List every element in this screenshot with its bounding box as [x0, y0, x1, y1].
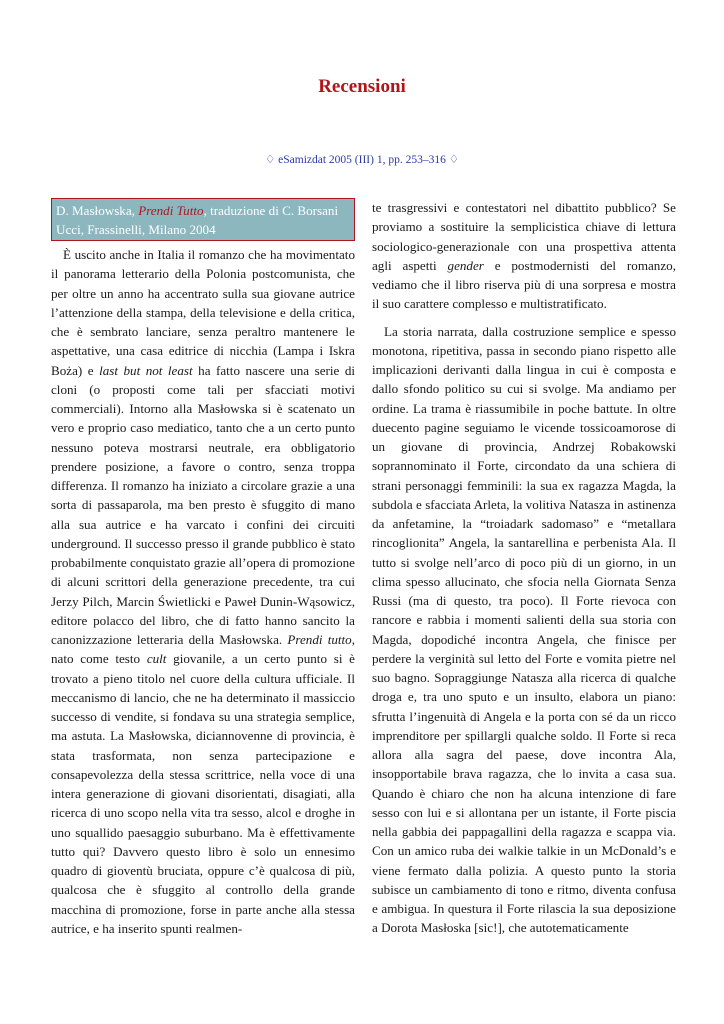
italic-text: gender — [447, 257, 484, 273]
review-paragraph: La storia narrata, dalla costruzione semplice e spesso monotona, ripetitiva, passa in secondo piano rispetto alle implicazioni derivanti dalla lingua in cui è composta e dallo sfondo politico su cui si svolge. Ma andiamo per ordine. La trama è riassumibile in poche battute. In oltre duecento pagine seguiamo le vicende tossicoamorose di un giovane di provincia, Andrzej Robakowski soprannominato il Forte, circondato da una schiera di strani personaggi femminili: la sua ex ragazza Magda, la subdola e sfacciata Arleta, la volitiva Natasza in astinenza da anfetamine, la “troiadark sadomaso” e “metallara rincoglionita” Angela, la santarellina e perbenista Ala. Il tutto si svolge nell’arco di poco più di un giorno, in un clima spesso allucinato, che sfocia nella Giornata Senza Russi (ma di questo, tra poco). Il Forte rievoca con rancore e rabbia i momenti salienti della sua storia con Magda, dopodiché incontra Angela, che finisce per perdere la verginità sul letto del Forte e vomita pietre nel suo bagno. Sopraggiunge Natasza alla ricerca di qualche droga e, tra uno sputo e un insulto, elabora un piano: sfrutta l’ingenuità di Angela e la porta con sé da un ricco imprenditore per spillargli qualche soldo. Il Forte si reca allora alla sagra del paese, dove incontra Ala, insopportabile brava ragazza, che lo invita a casa sua. Quando è chiaro che non ha alcuna intenzione di fare sesso con lui e si allontana per un istante, il Forte piscia nella gabbia dei pappagallini della ragazza e scappa via. Con un amico ruba dei walkie talkie in un McDonald’s e viene fermato dalla polizia. A questo punto la storia subisce un cambiamento di tono e ritmo, diventa confusa e ambigua. In questura il Forte rilascia la sua deposizione a Dorota Masłoska [sic!], che autotematicamente — [372, 323, 676, 936]
text-run: e postmodernisti del romanzo, vediamo che il libro riserva più di una sorpresa e mostra il suo carattere complesso e multistratificato. — [372, 257, 676, 312]
text-run: È uscito anche in Italia il romanzo che ha movimentato il panorama letterario della Polonia postcomunista, che per oltre un anno ha accentrato sulla sua giovane autrice l’attenzione della stampa, della televisione e della critica, che è sembrato lanciare, senza peraltro mantenere le aspettative, una casa editrice di nicchia (Lampa i Iskra Boża) e — [51, 247, 355, 378]
review-paragraph — [372, 198, 676, 314]
left-column — [51, 198, 355, 938]
book-details: , traduzione di C. Borsani Ucci, Frassinelli, Milano 2004 — [56, 203, 339, 237]
italic-text: cult — [146, 651, 167, 667]
review-paragraph — [51, 245, 355, 938]
italic-text: Prendi tutto — [287, 632, 352, 647]
page-title: Recensioni — [318, 76, 406, 97]
journal-citation: ♢ eSamizdat 2005 (III) 1, pp. 253–316 ♢ — [264, 154, 460, 166]
book-author: D. Masłowska, — [56, 203, 139, 218]
right-column — [372, 198, 676, 938]
text-run: , nato come testo — [51, 632, 355, 667]
book-title: Prendi Tutto — [138, 203, 204, 218]
text-run: giovanile, a un certo punto si è trovato a pieno titolo nel cuore della cultura ufficiale. Il meccanismo di lancio, che ne ha determinato il massiccio successo di vendite, si fondava su una strategia semplice, ma astuta. La Masłowska, diciannovenne di provincia, è stata trasformata, non senza partecipazione e consapevolezza della stessa scrittrice, nella voce di una intera generazione di giovani disorientati, disagiati, alla ricerca di uno scopo nella vita tra sesso, alcol e droghe in uno squallido paesaggio suburbano. Ma è effettivamente tutto qui? Davvero questo libro è solo un ennesimo quadro di gioventù bruciata, oppure c’è qualcosa di più, qualcosa che è sfuggito al controllo della grande macchina di promozione, forse in parte anche alla stessa autrice, e ha inserito spunti realmen- — [51, 651, 355, 936]
italic-text: last but not least — [99, 362, 193, 378]
text-run: ha fatto nascere una serie di cloni (o proposti come tali per sfacciati motivi commerciali). Intorno alla Masłowska si è scatenato un vero e proprio caso mediatico, tanto che a un certo punto nessuno poteva mostrarsi neutrale, era obbligatorio prendere posizione, a favore o contro, senza troppa differenza. Il romanzo ha iniziato a circolare grazie a una sorta di passaparola, ma ben presto è sfuggito di mano alla sua autrice e ha varcato i confini dei circuiti underground. Il successo presso il grande pubblico è stato probabilmente conquistato grazie all’opera di promozione di alcuni scrittori della generazione precedente, tra cui Jerzy Pilch, Marcin Świetlicki e Paweł Dunin-Wąsowicz, editore polacco del libro, che di fatto hanno sancito la canonizzazione letteraria della Masłowska. — [51, 362, 356, 647]
text-run: te trasgressivi e contestatori nel dibattito pubblico? Se proviamo a sostituire la semplicistica chiave di lettura sociologico-generazionale con una prospettiva attenta agli aspetti — [372, 200, 676, 273]
book-reference-box — [51, 198, 355, 241]
